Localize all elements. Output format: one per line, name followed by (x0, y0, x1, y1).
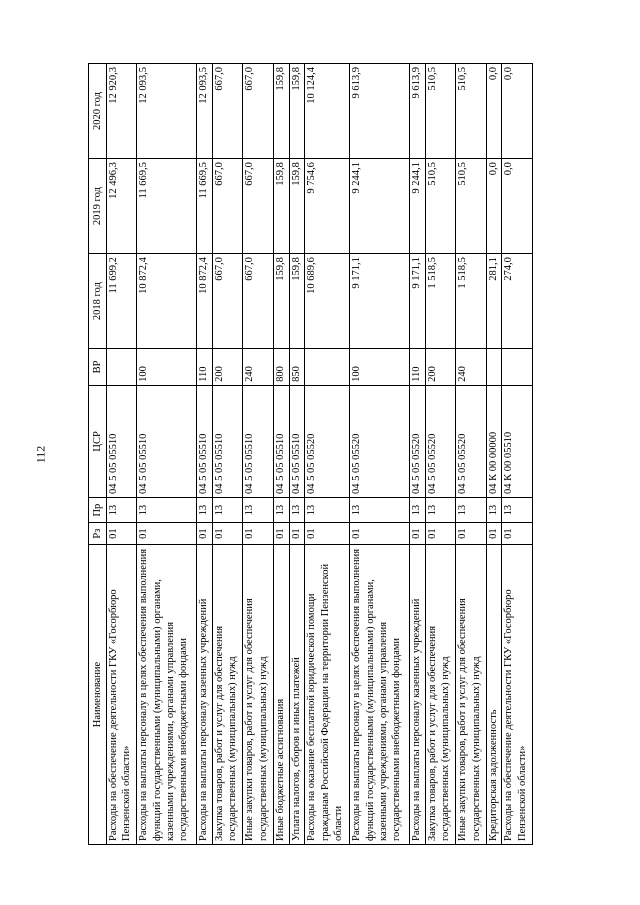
cell-2018: 9 171,1 (350, 254, 410, 349)
table-row (502, 64, 533, 845)
table-row (410, 64, 426, 845)
cell-rz: 01 (502, 523, 533, 545)
header-csr: ЦСР (89, 385, 107, 497)
cell-2018: 667,0 (212, 254, 242, 349)
header-rz: Рз (89, 523, 107, 545)
table-body (107, 64, 533, 845)
cell-2018: 159,8 (273, 254, 289, 349)
rotated-page (88, 63, 533, 845)
cell-name: Иные закупки товаров, работ и услуг для обеспечения государственных (муниципальных) нужд (243, 544, 273, 844)
cell-2020: 510,5 (425, 64, 455, 159)
cell-vr: 100 (137, 349, 197, 386)
cell-name: Расходы на выплаты персоналу в целях обеспечения выполнения функций государственными (муниципальными) органами, казенными учреждениями, органами управления государственными внебюджетными фондами (350, 544, 410, 844)
cell-csr: 04 5 05 05520 (410, 385, 426, 497)
cell-name: Кредиторская задолженность (486, 544, 502, 844)
cell-pr: 13 (410, 498, 426, 523)
header-vr: ВР (89, 349, 107, 386)
cell-2018: 10 872,4 (137, 254, 197, 349)
cell-pr: 13 (273, 498, 289, 523)
cell-pr: 13 (350, 498, 410, 523)
cell-pr: 13 (305, 498, 350, 523)
cell-rz: 01 (425, 523, 455, 545)
cell-2019: 667,0 (212, 159, 242, 254)
cell-2020: 9 613,9 (410, 64, 426, 159)
budget-table (88, 63, 533, 845)
cell-2018: 10 689,6 (305, 254, 350, 349)
table-row (350, 64, 410, 845)
cell-rz: 01 (486, 523, 502, 545)
cell-pr: 13 (425, 498, 455, 523)
table-row (305, 64, 350, 845)
cell-2020: 12 093,5 (197, 64, 213, 159)
table-row (456, 64, 486, 845)
cell-csr: 04 5 05 05510 (107, 385, 137, 497)
cell-vr: 240 (456, 349, 486, 386)
cell-vr: 110 (197, 349, 213, 386)
cell-2019: 0,0 (502, 159, 533, 254)
cell-2019: 9 244,1 (410, 159, 426, 254)
cell-csr: 04 К 00 00000 (486, 385, 502, 497)
cell-name: Расходы на выплаты персоналу казенных учреждений (410, 544, 426, 844)
header-pr: Пр (89, 498, 107, 523)
cell-rz: 01 (456, 523, 486, 545)
cell-2018: 159,8 (289, 254, 305, 349)
cell-vr (107, 349, 137, 386)
cell-pr: 13 (486, 498, 502, 523)
cell-2020: 12 920,3 (107, 64, 137, 159)
cell-2018: 9 171,1 (410, 254, 426, 349)
cell-pr: 13 (289, 498, 305, 523)
table-row (197, 64, 213, 845)
table-row (273, 64, 289, 845)
cell-rz: 01 (197, 523, 213, 545)
table-row (243, 64, 273, 845)
cell-name: Иные закупки товаров, работ и услуг для обеспечения государственных (муниципальных) нужд (456, 544, 486, 844)
header-2019: 2019 год (89, 159, 107, 254)
cell-2020: 667,0 (212, 64, 242, 159)
cell-rz: 01 (137, 523, 197, 545)
cell-2019: 9 754,6 (305, 159, 350, 254)
cell-2019: 159,8 (273, 159, 289, 254)
cell-rz: 01 (350, 523, 410, 545)
cell-2020: 510,5 (456, 64, 486, 159)
cell-name: Иные бюджетные ассигнования (273, 544, 289, 844)
cell-2019: 9 244,1 (350, 159, 410, 254)
cell-2019: 510,5 (425, 159, 455, 254)
cell-pr: 13 (456, 498, 486, 523)
cell-vr (502, 349, 533, 386)
cell-pr: 13 (243, 498, 273, 523)
cell-name: Расходы на обеспечение деятельности ГКУ «Госорбюро Пензенской области» (107, 544, 137, 844)
cell-2020: 0,0 (502, 64, 533, 159)
table-row (289, 64, 305, 845)
cell-csr: 04 5 05 05510 (289, 385, 305, 497)
cell-vr: 200 (212, 349, 242, 386)
cell-csr: 04 5 05 05510 (137, 385, 197, 497)
table-row (107, 64, 137, 845)
cell-rz: 01 (107, 523, 137, 545)
cell-csr: 04 5 05 05520 (305, 385, 350, 497)
header-2018: 2018 год (89, 254, 107, 349)
cell-csr: 04 5 05 05520 (350, 385, 410, 497)
cell-vr: 100 (350, 349, 410, 386)
cell-2018: 274,0 (502, 254, 533, 349)
header-2020: 2020 год (89, 64, 107, 159)
cell-csr: 04 5 05 05510 (212, 385, 242, 497)
cell-vr: 110 (410, 349, 426, 386)
cell-csr: 04 5 05 05510 (197, 385, 213, 497)
cell-2019: 11 669,5 (197, 159, 213, 254)
table-row (212, 64, 242, 845)
cell-csr: 04 К 00 05510 (502, 385, 533, 497)
cell-name: Расходы на выплаты персоналу в целях обеспечения выполнения функций государственными (муниципальными) органами, казенными учреждениями, органами управления государственными внебюджетными фондами (137, 544, 197, 844)
cell-2020: 0,0 (486, 64, 502, 159)
cell-name: Расходы на выплаты персоналу казенных учреждений (197, 544, 213, 844)
cell-pr: 13 (107, 498, 137, 523)
cell-name: Расходы на оказание бесплатной юридической помощи гражданам Российской Федерации на территории Пензенской области (305, 544, 350, 844)
cell-2019: 12 496,3 (107, 159, 137, 254)
cell-2018: 1 518,5 (456, 254, 486, 349)
cell-name: Закупка товаров, работ и услуг для обеспечения государственных (муниципальных) нужд (212, 544, 242, 844)
cell-2020: 12 093,5 (137, 64, 197, 159)
cell-2020: 159,8 (289, 64, 305, 159)
cell-rz: 01 (410, 523, 426, 545)
cell-rz: 01 (273, 523, 289, 545)
cell-2019: 510,5 (456, 159, 486, 254)
cell-2019: 159,8 (289, 159, 305, 254)
cell-2018: 1 518,5 (425, 254, 455, 349)
cell-2019: 0,0 (486, 159, 502, 254)
cell-csr: 04 5 05 05510 (273, 385, 289, 497)
cell-2019: 667,0 (243, 159, 273, 254)
cell-pr: 13 (137, 498, 197, 523)
cell-name: Закупка товаров, работ и услуг для обеспечения государственных (муниципальных) нужд (425, 544, 455, 844)
cell-name: Уплата налогов, сборов и иных платежей (289, 544, 305, 844)
cell-vr: 240 (243, 349, 273, 386)
cell-name: Расходы на обеспечение деятельности ГКУ «Госорбюро Пензенской области» (502, 544, 533, 844)
cell-csr: 04 5 05 05520 (425, 385, 455, 497)
table-container (88, 63, 533, 845)
table-row (486, 64, 502, 845)
cell-vr: 800 (273, 349, 289, 386)
cell-2020: 10 124,4 (305, 64, 350, 159)
cell-rz: 01 (305, 523, 350, 545)
cell-2020: 667,0 (243, 64, 273, 159)
cell-pr: 13 (502, 498, 533, 523)
cell-2020: 9 613,9 (350, 64, 410, 159)
cell-rz: 01 (289, 523, 305, 545)
cell-vr (486, 349, 502, 386)
table-row (137, 64, 197, 845)
cell-csr: 04 5 05 05520 (456, 385, 486, 497)
cell-rz: 01 (243, 523, 273, 545)
table-header-row (89, 64, 107, 845)
cell-rz: 01 (212, 523, 242, 545)
cell-vr: 850 (289, 349, 305, 386)
cell-2018: 11 699,2 (107, 254, 137, 349)
cell-2018: 10 872,4 (197, 254, 213, 349)
cell-2018: 281,1 (486, 254, 502, 349)
cell-2018: 667,0 (243, 254, 273, 349)
table-row (425, 64, 455, 845)
cell-pr: 13 (197, 498, 213, 523)
cell-csr: 04 5 05 05510 (243, 385, 273, 497)
cell-pr: 13 (212, 498, 242, 523)
header-name: Наименование (89, 544, 107, 844)
cell-2019: 11 669,5 (137, 159, 197, 254)
cell-2020: 159,8 (273, 64, 289, 159)
page-number: 112 (33, 445, 48, 464)
cell-vr (305, 349, 350, 386)
cell-vr: 200 (425, 349, 455, 386)
